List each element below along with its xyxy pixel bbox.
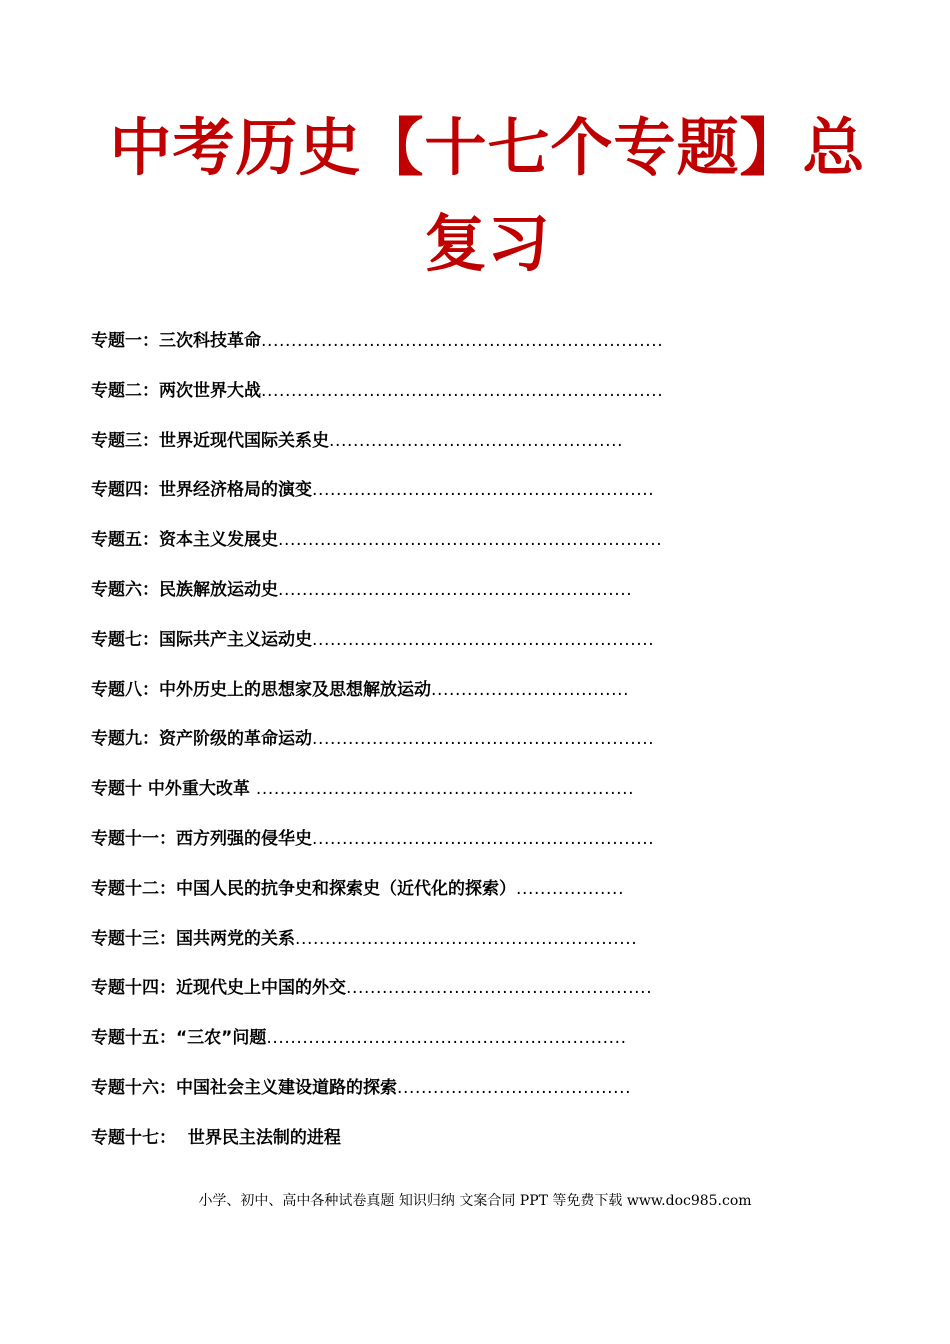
document-title: 中考历史【十七个专题】总复习 xyxy=(109,111,866,280)
toc-item-leader: ........................................................... xyxy=(278,579,633,600)
toc-item-label: 专题四：世界经济格局的演变 xyxy=(91,480,312,501)
toc-item-leader: ................................. xyxy=(431,679,630,700)
toc-item-leader: ......................................................... xyxy=(312,629,655,650)
toc-item xyxy=(91,1024,731,1074)
toc-item-leader: ................................................................... xyxy=(261,331,664,351)
toc-item-leader: ....................................... xyxy=(397,1077,632,1098)
toc-item xyxy=(91,725,731,775)
toc-item-label: 专题六：民族解放运动史 xyxy=(91,579,278,600)
toc-item xyxy=(91,476,731,526)
toc-item-leader: ......................................................... xyxy=(312,729,655,750)
toc-item xyxy=(91,974,731,1024)
toc-item-label: 专题五：资本主义发展史 xyxy=(91,530,278,551)
page-footer: 小学、初中、高中各种试卷真题 知识归纳 文案合同 PPT 等免费下载 www.doc985.com xyxy=(198,1193,752,1209)
toc-item xyxy=(91,626,731,676)
toc-item-label: 专题十三：国共两党的关系 xyxy=(91,928,295,949)
toc-item-leader: ................................................................ xyxy=(278,530,663,551)
toc-item-label: 专题七：国际共产主义运动史 xyxy=(91,629,312,650)
toc-item-label: 专题十一：西方列强的侵华史 xyxy=(91,828,312,849)
toc-item xyxy=(91,526,731,576)
toc-item xyxy=(91,1124,731,1174)
toc-item xyxy=(91,1074,731,1124)
toc-item xyxy=(91,377,731,427)
toc-item xyxy=(91,925,731,975)
toc-item xyxy=(91,775,731,825)
toc-item xyxy=(91,875,731,925)
toc-item-label: 专题八：中外历史上的思想家及思想解放运动 xyxy=(91,679,431,700)
table-of-contents xyxy=(91,327,731,1174)
toc-item-leader: ......................................................... xyxy=(312,480,655,501)
toc-item-label: 专题十 中外重大改革 xyxy=(91,779,256,800)
toc-item-label: 专题十四：近现代史上中国的外交 xyxy=(91,978,346,999)
toc-item xyxy=(91,427,731,477)
toc-item-leader: ................................................. xyxy=(329,430,624,451)
toc-item-leader: .................. xyxy=(516,878,625,899)
toc-item xyxy=(91,676,731,726)
toc-item-label: 专题九：资产阶级的革命运动 xyxy=(91,729,312,750)
toc-item-leader: ................................................................... xyxy=(261,380,664,401)
toc-item-label: 专题十五：“三农”问题 xyxy=(91,1028,267,1049)
toc-item-label: 专题三：世界近现代国际关系史 xyxy=(91,430,329,451)
toc-item-leader: ............................................................ xyxy=(266,1028,627,1049)
toc-item-label: 专题二：两次世界大战 xyxy=(91,380,261,401)
toc-item xyxy=(91,825,731,875)
toc-item-leader: ............................................................... xyxy=(255,779,635,800)
toc-item-leader: ................................................... xyxy=(346,978,653,999)
toc-item-label: 专题一：三次科技革命 xyxy=(91,331,261,351)
toc-item-leader: ......................................................... xyxy=(312,828,655,849)
toc-item xyxy=(91,576,731,626)
toc-item-label: 专题十二：中国人民的抗争史和探索史（近代化的探索） xyxy=(91,878,516,899)
toc-item-leader: ......................................................... xyxy=(295,928,638,949)
toc-item-label: 专题十七： 世界民主法制的进程 xyxy=(91,1127,341,1148)
toc-item xyxy=(91,327,731,377)
toc-item-label: 专题十六：中国社会主义建设道路的探索 xyxy=(91,1077,397,1098)
